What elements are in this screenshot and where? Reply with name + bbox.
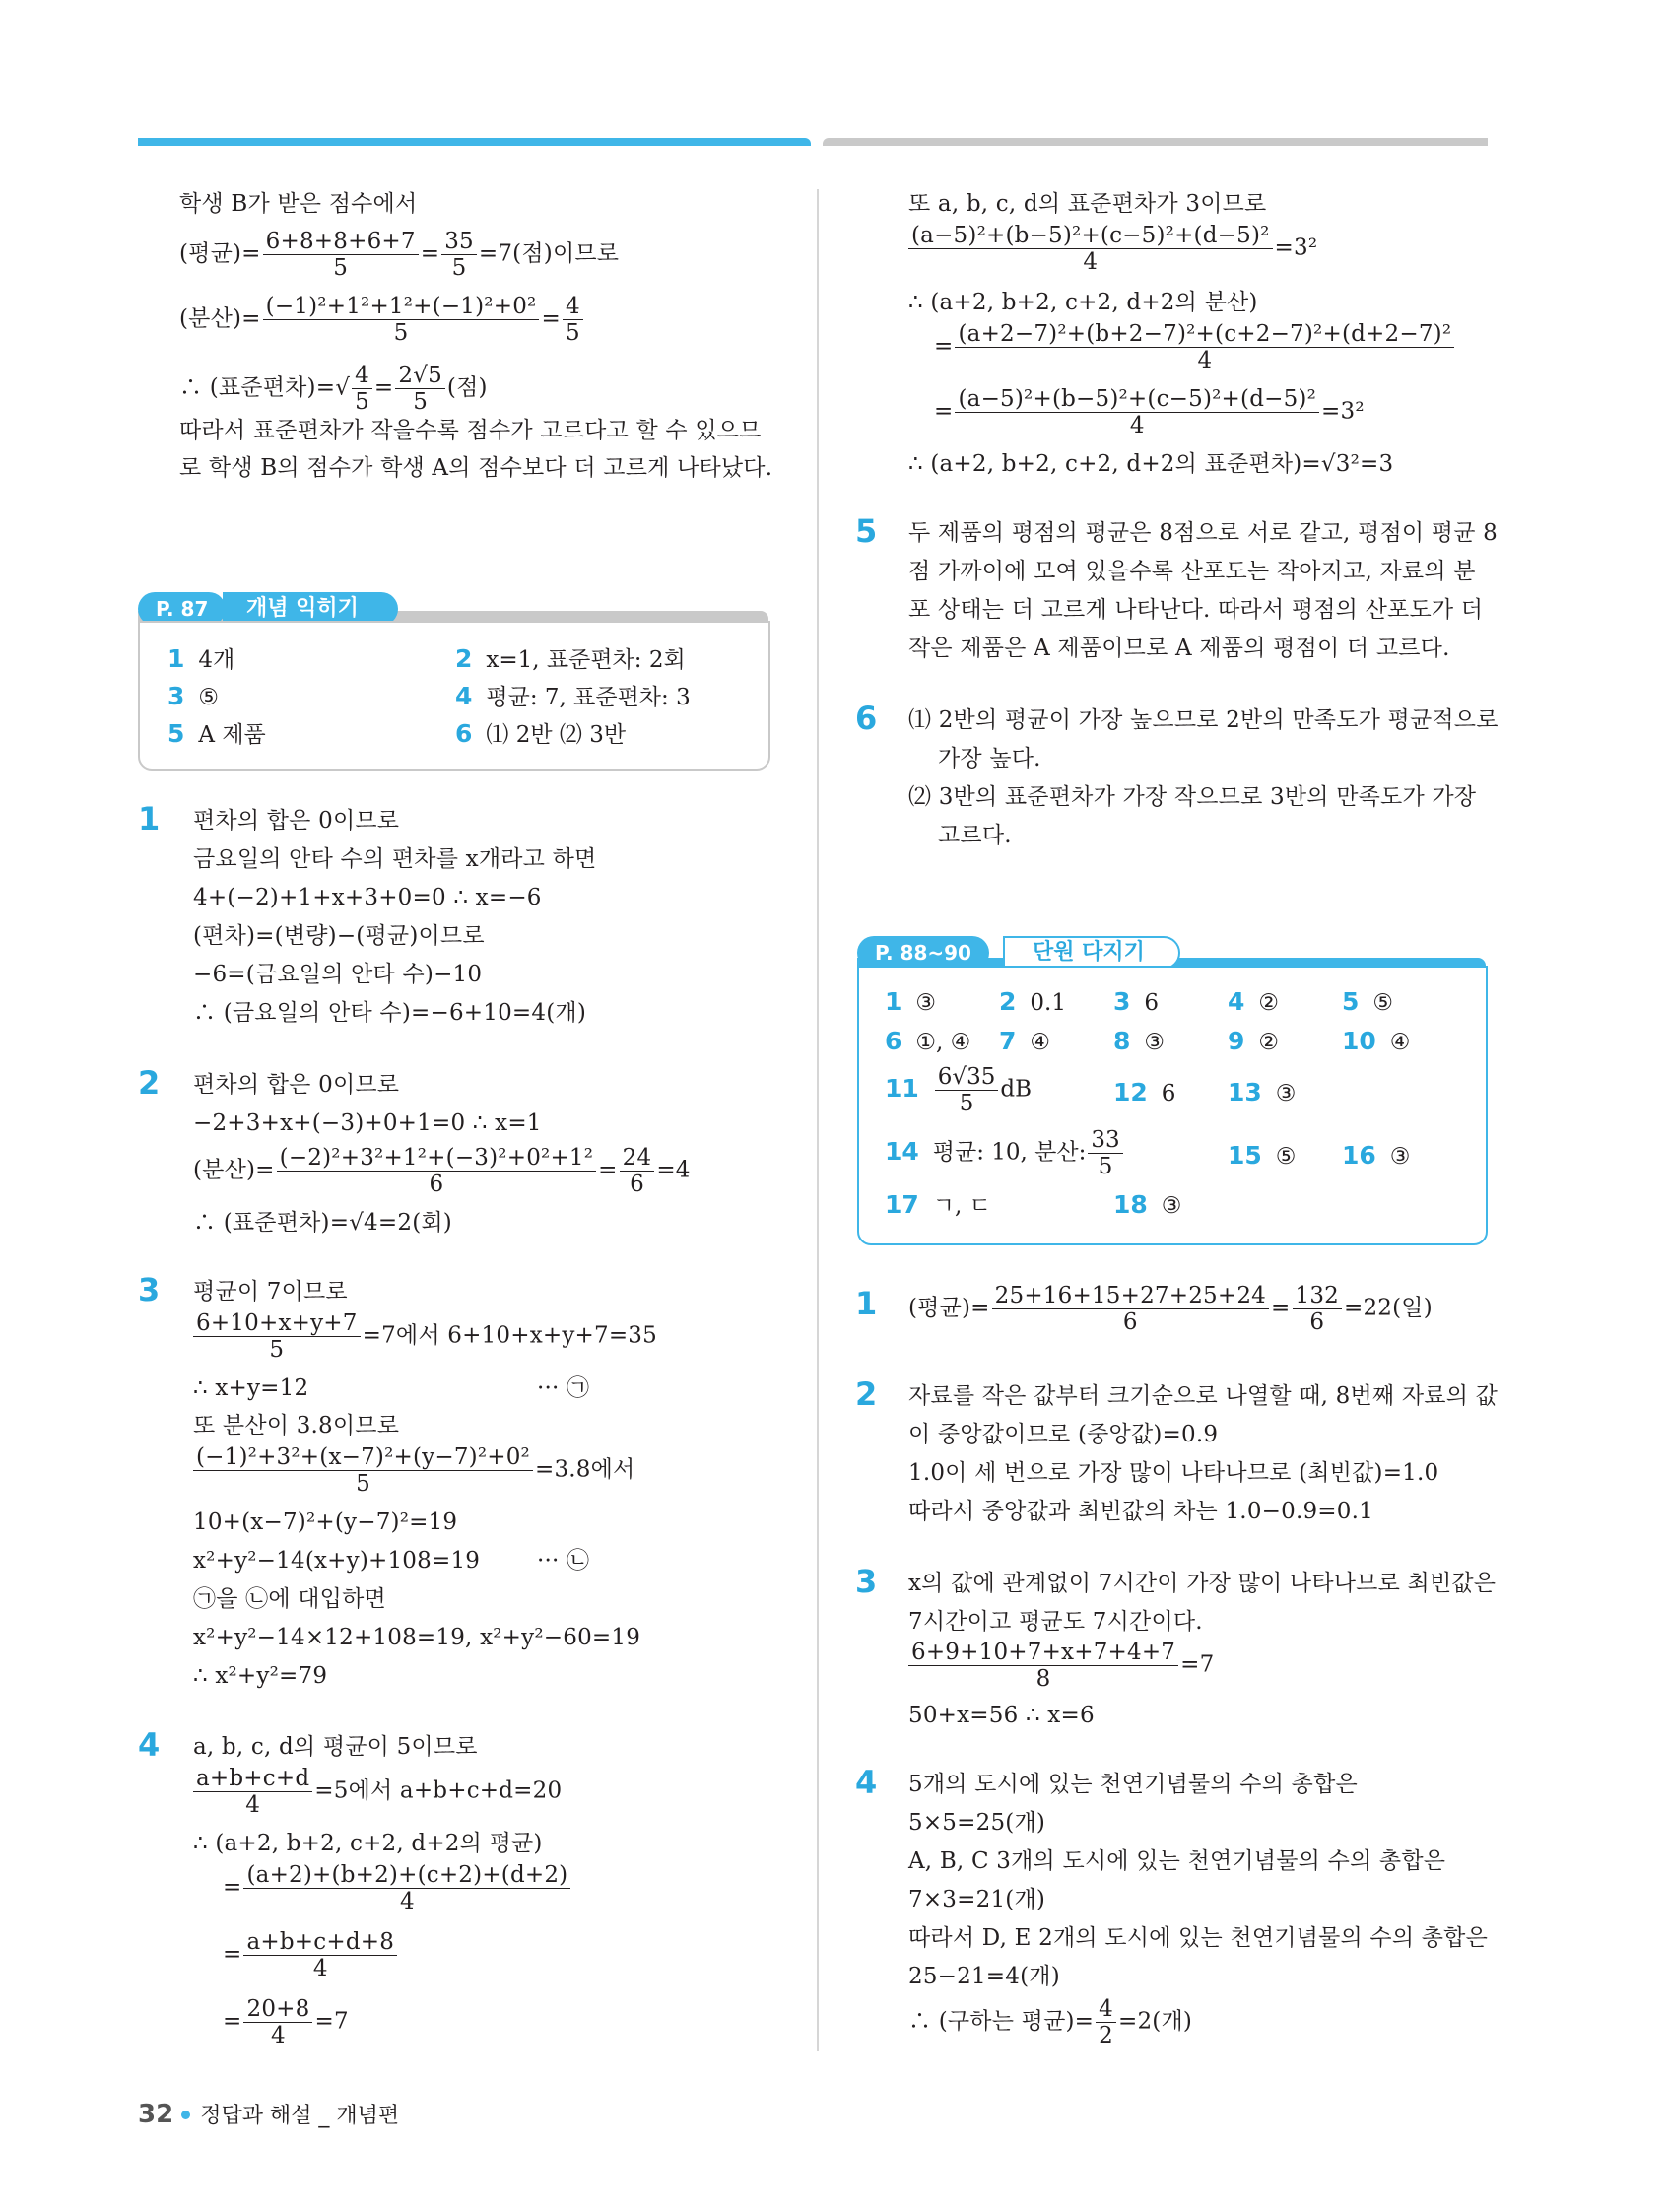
text-line: ∴ x+y=12 (193, 1375, 309, 1401)
text-line: 편차의 합은 0이므로 (193, 808, 400, 834)
answer-item: 17 ㄱ, ㄷ (885, 1190, 991, 1219)
answer-item: 6 ①, ④ (885, 1027, 971, 1055)
answer-item: 18 ③ (1113, 1190, 1182, 1219)
text-line: 편차의 합은 0이므로 (193, 1072, 400, 1098)
text-line: 고르다. (938, 823, 1012, 848)
question-number: 6 (855, 700, 878, 737)
formula-line: $\frac{\text{(a−5)²+(b−5)²+(c−5)²+(d−5)²}}{4}$ =3² (908, 223, 1317, 275)
text-line: (편차)=(변량)−(평균)이므로 (193, 923, 485, 949)
text-line: ∴ (a+2, b+2, c+2, d+2의 평균) (193, 1831, 543, 1856)
formula-line: = $\frac{a+b+c+d+8}{4}$ (223, 1929, 399, 1981)
page-footer (138, 2099, 399, 2129)
variance-formula: (분산)= $\frac{\text{(−2)²+3²+1²+(−3)²+0²+1²}}{6}$ = $\frac{24}{6}$ =4 (193, 1145, 691, 1197)
box-title: 단원 다지기 (1033, 940, 1145, 965)
question-number: 3 (138, 1271, 161, 1308)
marker: ··· ㉡ (537, 1548, 590, 1574)
text-line: 따라서 D, E 2개의 도시에 있는 천연기념물의 수의 총합은 (908, 1925, 1489, 1951)
text-line: −2+3+x+(−3)+0+1=0 ∴ x=1 (193, 1110, 542, 1136)
box-title: 개념 익히기 (246, 596, 359, 621)
footer-text: 정답과 해설 _ 개념편 (200, 2104, 400, 2128)
text-line: ∴ (a+2, b+2, c+2, d+2의 표준편차)=√3²=3 (908, 451, 1394, 477)
text-line: 따라서 중앙값과 최빈값의 차는 1.0−0.9=0.1 (908, 1499, 1373, 1524)
text-line: 7×3=21(개) (908, 1887, 1046, 1912)
answer-item: 7 ④ (999, 1027, 1051, 1055)
text-line: 5개의 도시에 있는 천연기념물의 수의 총합은 (908, 1772, 1358, 1797)
answer-item: 16 ③ (1342, 1141, 1411, 1170)
answer-item: 3 6 (1113, 987, 1160, 1016)
sd-formula: ∴ (표준편차)=√ $\frac{4}{5}$ = $\frac{2√5}{5}$ (점) (179, 363, 488, 415)
text-line: 25−21=4(개) (908, 1964, 1060, 1989)
question-number: 1 (855, 1285, 878, 1322)
text-line: 따라서 표준편차가 작을수록 점수가 고르다고 할 수 있으므 (179, 418, 762, 443)
text-line: 금요일의 안타 수의 편차를 x개라고 하면 (193, 846, 597, 872)
text-line: 또 a, b, c, d의 표준편차가 3이므로 (908, 191, 1267, 217)
question-number: 4 (138, 1726, 161, 1764)
answer-item: 13 ③ (1228, 1078, 1297, 1106)
text-line: 10+(x−7)²+(y−7)²=19 (193, 1509, 458, 1535)
formula-line: = $\frac{\text{(a−5)²+(b−5)²+(c−5)²+(d−5)²}}{4}$ =3² (934, 386, 1365, 438)
question-number: 5 (855, 512, 878, 550)
text-line: A, B, C 3개의 도시에 있는 천연기념물의 수의 총합은 (908, 1848, 1446, 1874)
text-line: ∴ (표준편차)=√4=2(회) (193, 1210, 452, 1236)
formula-line: = $\frac{\text{(a+2−7)²+(b+2−7)²+(c+2−7)²+(d+2−7)²}}{4}$ (934, 321, 1456, 373)
text-line: 가장 높다. (938, 746, 1041, 771)
answer-item: 1 ③ (885, 987, 937, 1016)
text-line: ㉠을 ㉡에 대입하면 (193, 1586, 386, 1612)
answer-item: 2 0.1 (999, 987, 1066, 1016)
text-line: 두 제품의 평점의 평균은 8점으로 서로 같고, 평점이 평균 8 (908, 520, 1498, 546)
answer-item: 15 ⑤ (1228, 1141, 1297, 1170)
bullet-dot-icon (181, 2111, 190, 2119)
text-line: 5×5=25(개) (908, 1810, 1046, 1836)
answer-item: 12 6 (1113, 1078, 1176, 1106)
answer-item: 10 ④ (1342, 1027, 1411, 1055)
answer-item: 8 ③ (1113, 1027, 1166, 1055)
question-number: 1 (138, 800, 161, 838)
variance-formula: (분산)= $\frac{\text{(−1)²+1²+1²+(−1)²+0²}}{5}$ = $\frac{4}{5}$ (179, 294, 585, 346)
text-line: 7시간이고 평균도 7시간이다. (908, 1609, 1203, 1635)
formula-line: $\frac{6+10+x+y+7}{5}$ =7에서 6+10+x+y+7=35 (193, 1310, 657, 1363)
mean-formula: (평균)= $\frac{6+8+8+6+7}{5}$ = $\frac{35}{5}$ =7(점)이므로 (179, 229, 620, 281)
text-line: 자료를 작은 값부터 크기순으로 나열할 때, 8번째 자료의 값 (908, 1383, 1499, 1409)
text-line: 1.0이 세 번으로 가장 많이 나타나므로 (최빈값)=1.0 (908, 1460, 1439, 1486)
text-line: 이 중앙값이므로 (중앙값)=0.9 (908, 1422, 1219, 1447)
question-number: 2 (855, 1375, 878, 1413)
text-line: 작은 제품은 A 제품이므로 A 제품의 평점이 더 고르다. (908, 636, 1450, 661)
text-line: 포 상태는 더 고르게 나타난다. 따라서 평점의 산포도가 더 (908, 597, 1484, 623)
formula-line: $\frac{6+9+10+7+x+7+4+7}{8}$ =7 (908, 1640, 1214, 1692)
text-line: 4+(−2)+1+x+3+0=0 ∴ x=−6 (193, 885, 542, 910)
answer-item: 6 ⑴ 2반 ⑵ 3반 (455, 719, 627, 748)
question-number: 4 (855, 1764, 878, 1801)
page-tag: P. 88~90 (857, 936, 989, 970)
answer-item: 11 $\frac{6√35}{5}$ dB (885, 1064, 1032, 1116)
answer-item: 4 ② (1228, 987, 1280, 1016)
formula-line: = $\frac{(a+2)+(b+2)+(c+2)+(d+2)}{4}$ (223, 1862, 572, 1914)
marker: ··· ㉠ (537, 1375, 590, 1401)
answer-item: 9 ② (1228, 1027, 1280, 1055)
answer-item: 5 ⑤ (1342, 987, 1394, 1016)
text-line: ⑴ 2반의 평균이 가장 높으므로 2반의 만족도가 평균적으로 (908, 707, 1499, 733)
text-line: ∴ (금요일의 안타 수)=−6+10=4(개) (193, 1000, 586, 1026)
text-line: 50+x=56 ∴ x=6 (908, 1703, 1095, 1728)
formula-line: $\frac{\text{(−1)²+3²+(x−7)²+(y−7)²+0²}}{5}$ =3.8에서 (193, 1444, 634, 1497)
formula-line: $\frac{a+b+c+d}{4}$ =5에서 a+b+c+d=20 (193, 1766, 562, 1818)
text-line: −6=(금요일의 안타 수)−10 (193, 962, 483, 987)
text-line: ⑵ 3반의 표준편차가 가장 작으므로 3반의 만족도가 가장 (908, 784, 1477, 810)
page-tag: P. 87 (138, 592, 226, 626)
answer-item: 5 A 제품 (167, 719, 266, 748)
mean-formula: (평균)= $\frac{25+16+15+27+25+24}{6}$ = $\frac{132}{6}$ =22(일) (908, 1283, 1433, 1335)
formula-line: = $\frac{20+8}{4}$ =7 (223, 1996, 349, 2048)
text-line: x의 값에 관계없이 7시간이 가장 많이 나타나므로 최빈값은 (908, 1571, 1497, 1596)
text-line: 평균이 7이므로 (193, 1279, 348, 1305)
answer-item: 3 ⑤ (167, 682, 220, 710)
question-number: 2 (138, 1064, 161, 1102)
text-line: x²+y²−14(x+y)+108=19 (193, 1548, 481, 1574)
top-bar-right (823, 138, 1488, 146)
text-line: 또 분산이 3.8이므로 (193, 1413, 400, 1439)
question-number: 3 (855, 1563, 878, 1600)
text-line: a, b, c, d의 평균이 5이므로 (193, 1734, 478, 1760)
text-line: 학생 B가 받은 점수에서 (179, 191, 418, 217)
page-number: 32 (138, 2100, 174, 2129)
text-line: x²+y²−14×12+108=19, x²+y²−60=19 (193, 1625, 641, 1650)
text-line: 점 가까이에 모여 있을수록 산포도는 작아지고, 자료의 분 (908, 559, 1476, 584)
text-line: ∴ (a+2, b+2, c+2, d+2의 분산) (908, 290, 1258, 315)
formula-line: ∴ (구하는 평균)= $\frac{4}{2}$ =2(개) (908, 1996, 1193, 2048)
top-bar-left (138, 138, 811, 146)
answer-item: 14 평균: 10, 분산: $\frac{33}{5}$ (885, 1127, 1125, 1179)
column-divider (817, 189, 819, 2051)
text-line: ∴ x²+y²=79 (193, 1663, 328, 1689)
answer-item: 4 평균: 7, 표준편차: 3 (455, 682, 691, 710)
answer-item: 1 4개 (167, 644, 235, 673)
answer-item: 2 x=1, 표준편차: 2회 (455, 644, 686, 673)
text-line: 로 학생 B의 점수가 학생 A의 점수보다 더 고르게 나타났다. (179, 455, 773, 481)
